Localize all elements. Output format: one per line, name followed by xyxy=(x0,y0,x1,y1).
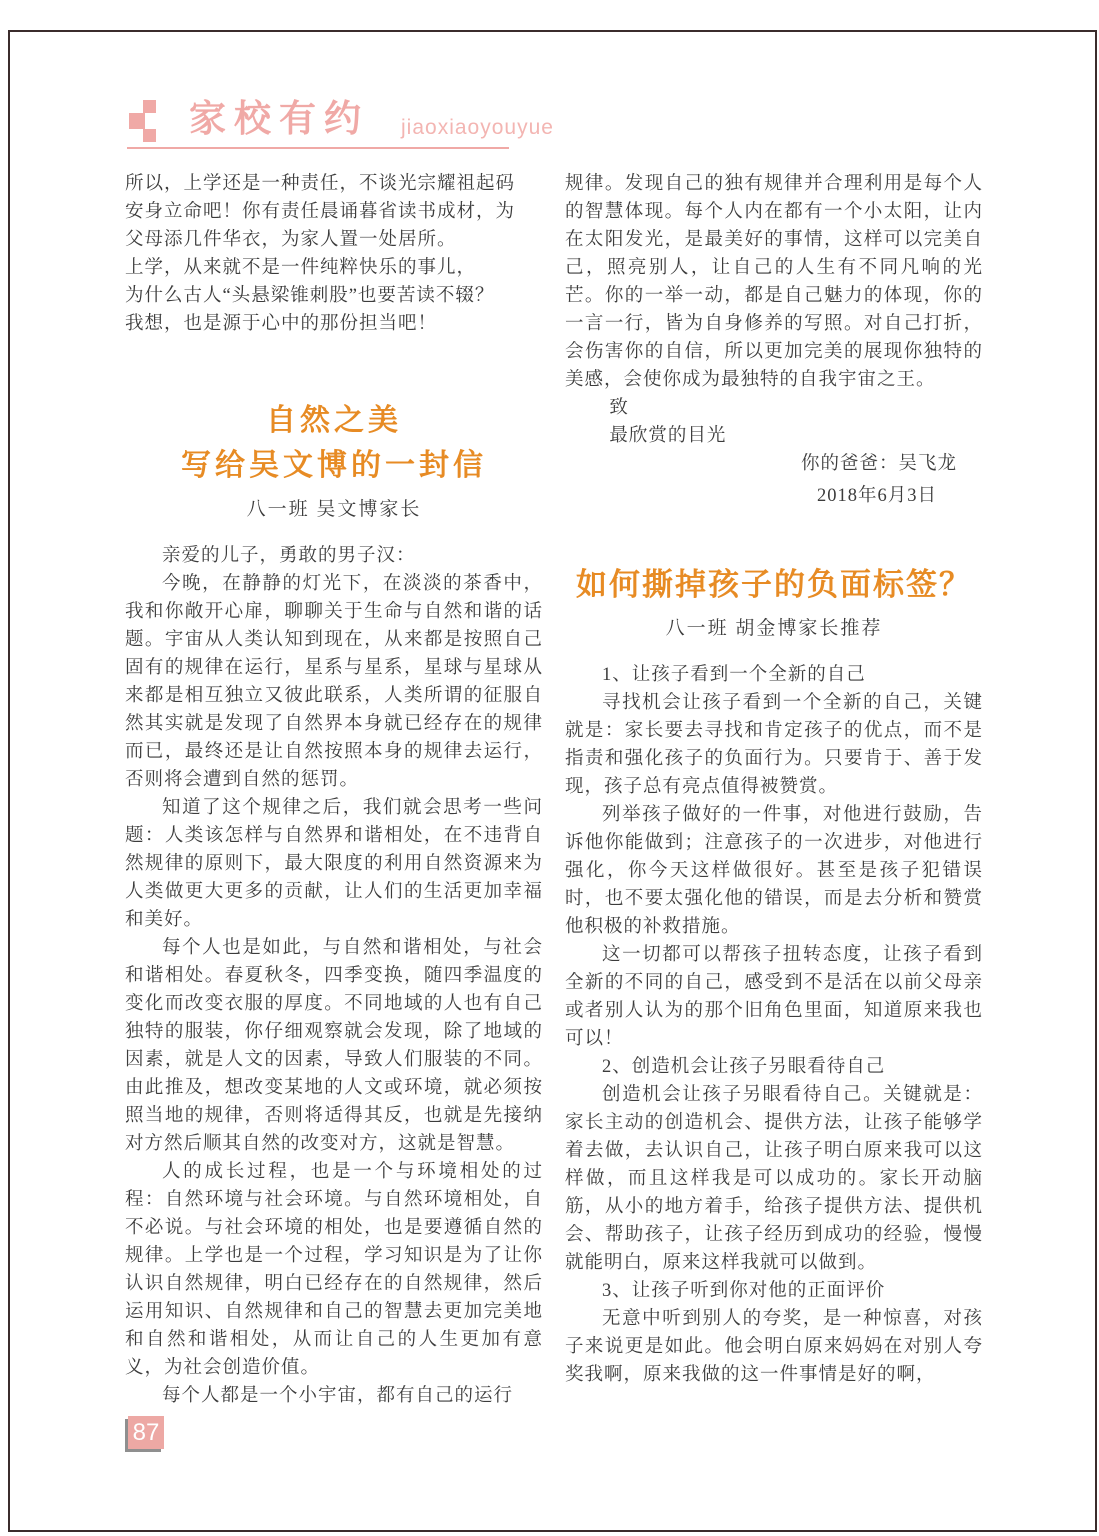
section-title: 家校有约 xyxy=(189,98,369,139)
paragraph: 1、让孩子看到一个全新的自己 xyxy=(602,665,866,685)
intro-line: 为什么古人“头悬梁锥刺股”也要苦读不辍？ xyxy=(125,286,495,306)
logo-square-top xyxy=(143,100,156,113)
article1-continuation: 规律。发现自己的独有规律并合理利用是每个人的智慧体现。每个人内在都有一个小太阳，让内在太阳发光，是最美好的事情，这样可以完美自己，照亮别人，让自己的人生有不同凡响的光芒。你的一举一动，都是自己魅力的体现，你的一言一行，皆为自身修养的写照。对自己打折，会伤害你的自信，所以更加完美的展现你独特的美感，会使你成为最独特的自我宇宙之王。 xyxy=(565,174,983,390)
paragraph: 3、让孩子听到你对他的正面评价 xyxy=(602,1281,886,1301)
left-column xyxy=(125,170,543,1410)
letter-closing-line: 最欣赏的目光 xyxy=(609,426,727,446)
paragraph: 这一切都可以帮孩子扭转态度，让孩子看到全新的不同的自己，感受到不是活在以前父母亲或者别人认为的那个旧角色里面，知道原来我也可以！ xyxy=(565,945,983,1049)
letter-date: 2018年6月3日 xyxy=(816,486,937,506)
intro-line: 上学，从来就不是一件纯粹快乐的事儿， xyxy=(125,258,477,278)
intro-block xyxy=(125,170,543,338)
intro-line: 我想，也是源于心中的那份担当吧！ xyxy=(125,314,438,334)
intro-line: 父母添几件华衣，为家人置一处居所。 xyxy=(125,230,457,250)
logo-square-middle xyxy=(129,113,145,129)
paragraph: 创造机会让孩子另眼看待自己。关键就是：家长主动的创造机会、提供方法，让孩子能够学着去做，去认识自己，让孩子明白原来我可以这样做，而且这样我是可以成功的。家长开动脑筋，从小的地方着手，给孩子提供方法、提供机会、帮助孩子，让孩子经历到成功的经验，慢慢就能明白，原来这样我就可以做到。 xyxy=(565,1085,983,1273)
blocks-logo-icon xyxy=(128,100,162,144)
article2-body xyxy=(565,661,983,1389)
page-number-badge xyxy=(128,1416,164,1449)
article1-title-line2: 写给吴文博的一封信 xyxy=(181,449,487,482)
paragraph: 每个人也是如此，与自然和谐相处，与社会和谐相处。春夏秋冬，四季变换，随四季温度的变化而改变衣服的厚度。不同地域的人也有自己独特的服装，你仔细观察就会发现，除了地域的因素，就是人文的因素，导致人们服装的不同。由此推及，想改变某地的人文或环境，就必须按照当地的规律，否则将适得其反，也就是先接纳对方然后顺其自然的改变对方，这就是智慧。 xyxy=(125,938,543,1154)
intro-line: 安身立命吧！你有责任晨诵暮省读书成材，为 xyxy=(125,202,516,222)
paragraph: 2、创造机会让孩子另眼看待自己 xyxy=(602,1057,886,1077)
section-pinyin: jiaoxiaoyouyue xyxy=(401,116,554,139)
logo-square-bottom xyxy=(143,129,156,142)
header-underline xyxy=(127,147,509,149)
paragraph: 人的成长过程，也是一个与环境相处的过程：自然环境与社会环境。与自然环境相处，自不必说。与社会环境的相处，也是要遵循自然的规律。上学也是一个过程，学习知识是为了让你认识自然规律，明白已经存在的自然规律，然后运用知识、自然规律和自己的智慧去更加完美地和自然和谐相处，从而让自己的人生更加有意义，为社会创造价值。 xyxy=(125,1162,543,1378)
intro-line: 所以，上学还是一种责任，不谈光宗耀祖起码 xyxy=(125,174,516,194)
paragraph: 亲爱的儿子，勇敢的男子汉： xyxy=(162,546,416,566)
article1-head xyxy=(125,398,543,524)
article2-head xyxy=(565,562,983,643)
page-number: 87 xyxy=(132,1418,160,1446)
article2-byline: 八一班 胡金博家长推荐 xyxy=(665,618,883,639)
article1-title-line1: 自然之美 xyxy=(266,404,402,437)
paragraph: 列举孩子做好的一件事，对他进行鼓励，告诉他你能做到；注意孩子的一次进步，对他进行强化，你今天这样做很好。甚至是孩子犯错误时，也不要太强化他的错误，而是去分析和赞赏他积极的补救措施。 xyxy=(565,805,983,937)
article1-byline: 八一班 吴文博家长 xyxy=(246,499,422,520)
magazine-section-header xyxy=(125,98,555,158)
letter-closing-block xyxy=(565,394,983,510)
paragraph: 今晚，在静静的灯光下，在淡淡的茶香中，我和你敞开心扉，聊聊关于生命与自然和谐的话题。宇宙从人类认知到现在，从来都是按照自己固有的规律在运行，星系与星系，星球与星球从来都是相互独立又彼此联系，人类所谓的征服自然其实就是发现了自然界本身就已经存在的规律而已，最终还是让自然按照本身的规律去运行，否则将会遭到自然的惩罚。 xyxy=(125,574,543,790)
letter-signature: 你的爸爸：吴飞龙 xyxy=(800,454,957,474)
paragraph: 无意中听到别人的夸奖，是一种惊喜，对孩子来说更是如此。他会明白原来妈妈在对别人夸奖我啊，原来我做的这一件事情是好的啊， xyxy=(565,1309,983,1385)
paragraph: 每个人都是一个小宇宙，都有自己的运行 xyxy=(162,1386,514,1406)
article1-body xyxy=(125,542,543,1410)
paragraph: 知道了这个规律之后，我们就会思考一些问题：人类该怎样与自然界和谐相处，在不违背自然规律的原则下，最大限度的利用自然资源来为人类做更大更多的贡献，让人们的生活更加幸福和美好。 xyxy=(125,798,543,930)
right-column xyxy=(565,170,983,1389)
letter-salute: 致 xyxy=(609,398,629,418)
paragraph: 寻找机会让孩子看到一个全新的自己，关键就是：家长要去寻找和肯定孩子的优点，而不是指责和强化孩子的负面行为。只要肯于、善于发现，孩子总有亮点值得被赞赏。 xyxy=(565,693,983,797)
article2-title: 如何撕掉孩子的负面标签？ xyxy=(576,567,972,602)
